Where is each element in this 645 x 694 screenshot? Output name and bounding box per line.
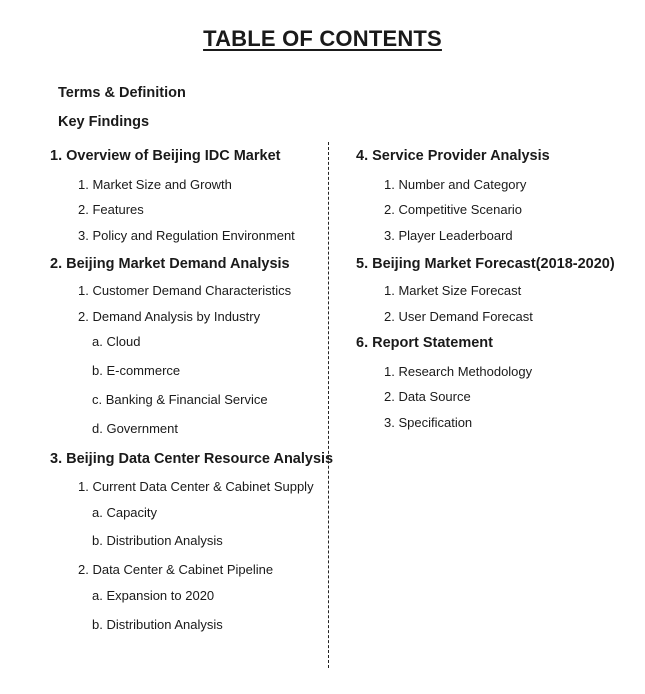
toc-item[interactable]: 3. Player Leaderboard (384, 228, 513, 243)
page-title: TABLE OF CONTENTS (203, 26, 442, 51)
toc-item[interactable]: 2. Competitive Scenario (384, 202, 523, 217)
toc-item[interactable]: 2. Data Source (384, 389, 471, 404)
toc-item[interactable]: 2. Features (78, 202, 144, 217)
toc-subitem[interactable]: b. E-commerce (92, 363, 181, 378)
toc-subitem[interactable]: b. Distribution Analysis (92, 533, 223, 548)
toc-section-2-heading[interactable]: 2. Beijing Market Demand Analysis (50, 256, 290, 272)
toc-key-findings[interactable]: Key Findings (58, 114, 150, 130)
toc-item[interactable]: 2. Data Center & Cabinet Pipeline (78, 562, 274, 577)
toc-section-5-heading[interactable]: 5. Beijing Market Forecast(2018-2020) (356, 256, 615, 272)
toc-item[interactable]: 1. Customer Demand Characteristics (78, 283, 292, 298)
toc-item[interactable]: 2. User Demand Forecast (384, 309, 533, 324)
toc-section-3-heading[interactable]: 3. Beijing Data Center Resource Analysis (50, 451, 334, 467)
toc-subitem[interactable]: d. Government (92, 421, 178, 436)
toc-subitem[interactable]: a. Capacity (92, 505, 158, 520)
toc-item[interactable]: 1. Market Size and Growth (78, 177, 232, 192)
column-divider (328, 142, 329, 668)
toc-terms-definition[interactable]: Terms & Definition (58, 85, 186, 101)
toc-item[interactable]: 1. Number and Category (384, 177, 527, 192)
toc-subitem[interactable]: a. Expansion to 2020 (92, 588, 215, 603)
toc-item[interactable]: 3. Specification (384, 415, 473, 430)
toc-subitem[interactable]: b. Distribution Analysis (92, 617, 223, 632)
toc-subitem[interactable]: a. Cloud (92, 334, 141, 349)
toc-item[interactable]: 2. Demand Analysis by Industry (78, 309, 261, 324)
toc-item[interactable]: 1. Research Methodology (384, 364, 533, 379)
toc-item[interactable]: 1. Market Size Forecast (384, 283, 522, 298)
toc-item[interactable]: 1. Current Data Center & Cabinet Supply (78, 479, 314, 494)
toc-subitem[interactable]: c. Banking & Financial Service (92, 392, 268, 407)
toc-section-6-heading[interactable]: 6. Report Statement (356, 335, 493, 351)
toc-section-4-heading[interactable]: 4. Service Provider Analysis (356, 148, 550, 164)
toc-item[interactable]: 3. Policy and Regulation Environment (78, 228, 295, 243)
toc-section-1-heading[interactable]: 1. Overview of Beijing IDC Market (50, 148, 281, 164)
